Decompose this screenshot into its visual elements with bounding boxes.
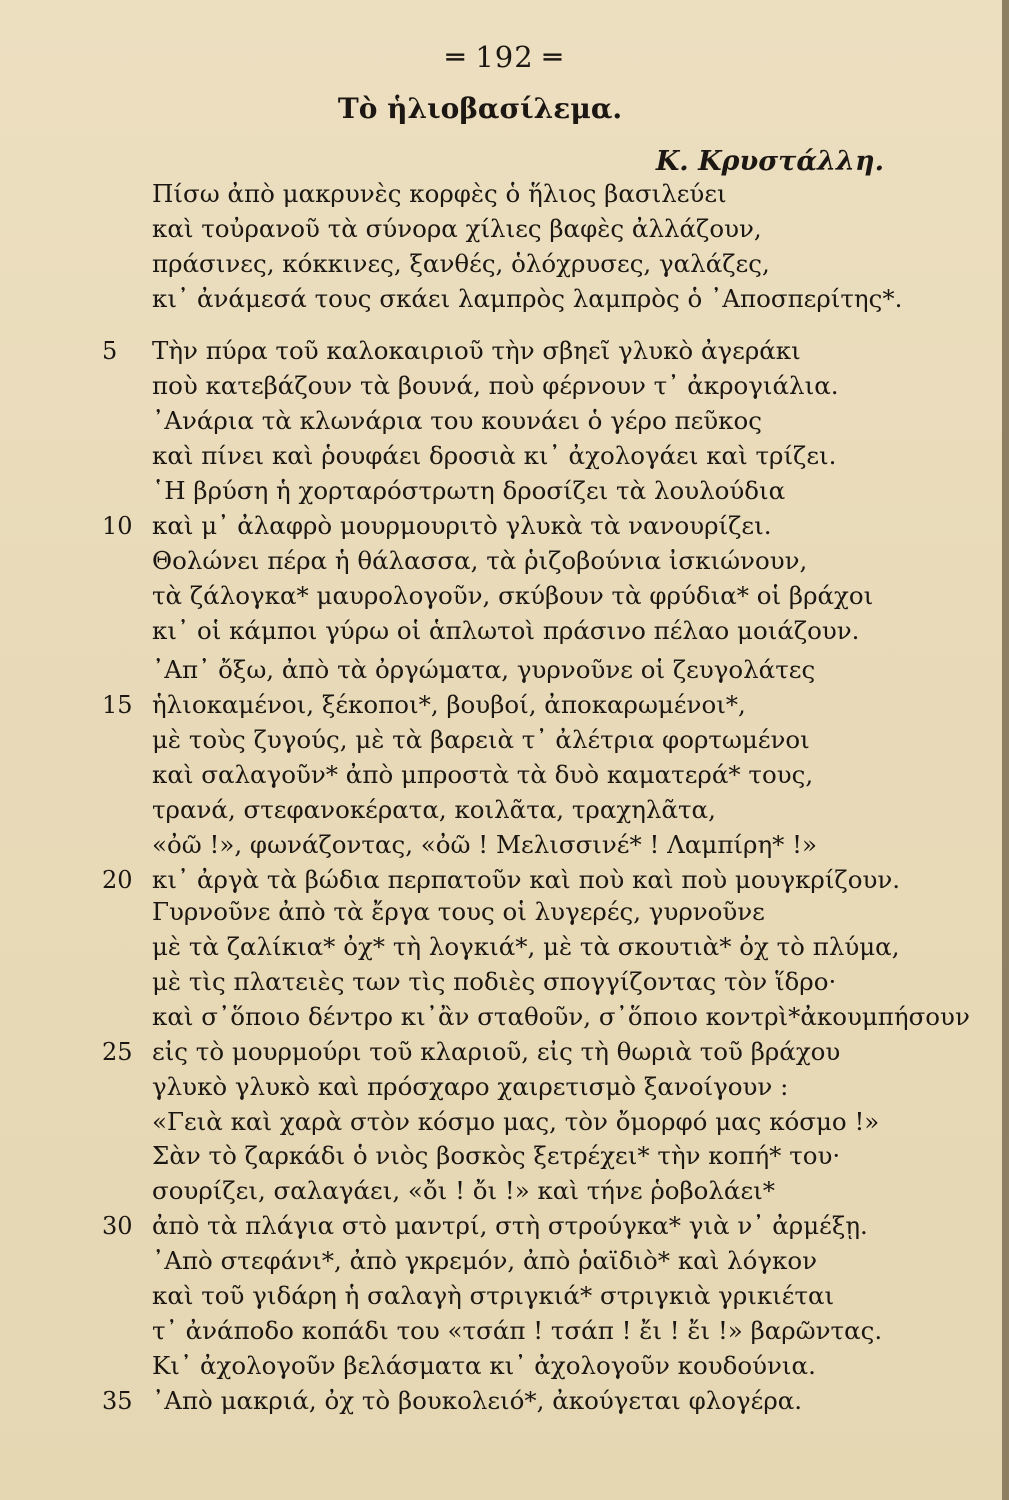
poem-line: ῾Η βρύση ἡ χορταρόστρωτη δροσίζει τὰ λουλούδια: [152, 476, 786, 505]
poem-line: καὶ μ᾽ ἀλαφρὸ μουρμουριτὸ γλυκὰ τὰ νανουρίζει.: [152, 511, 772, 540]
poem-line: καὶ τοὐρανοῦ τὰ σύνορα χίλιες βαφὲς ἀλλάζουν,: [152, 214, 762, 243]
page-edge: [1002, 0, 1009, 1500]
poem-line: ἀπὸ τὰ πλάγια στὸ μαντρί, στὴ στρούγκα* γιὰ ν᾽ ἀρμέξῃ.: [152, 1211, 868, 1240]
poem-line: Πίσω ἀπὸ μακρυνὲς κορφὲς ὁ ἥλιος βασιλεύει: [152, 179, 727, 208]
poem-line: τὰ ζάλογκα* μαυρολογοῦν, σκύβουν τὰ φρύδια* οἱ βράχοι: [152, 581, 874, 610]
line-number: 30: [102, 1212, 133, 1240]
poem-title: Τὸ ἡλιοβασίλεμα.: [337, 92, 623, 125]
poem-line: σουρίζει, σαλαγάει, «ὄι ! ὄι !» καὶ τήνε ῥοβολάει*: [152, 1176, 776, 1205]
line-number: 25: [102, 1038, 133, 1066]
poem-line: τρανά, στεφανοκέρατα, κοιλᾶτα, τραχηλᾶτα,: [152, 795, 716, 824]
poem-line: «Γειὰ καὶ χαρὰ στὸν κόσμο μας, τὸν ὄμορφό μας κόσμο !»: [152, 1107, 880, 1136]
poem-line: Τὴν πύρα τοῦ καλοκαιριοῦ τὴν σβηεῖ γλυκὸ ἀγεράκι: [152, 336, 801, 365]
poem-line: γλυκὸ γλυκὸ καὶ πρόσχαρο χαιρετισμὸ ξανοίγουν :: [152, 1072, 789, 1101]
poem-line: πράσινες, κόκκινες, ξανθές, ὁλόχρυσες, γαλάζες,: [152, 249, 770, 278]
line-number: 10: [102, 512, 133, 540]
poem-line: Σὰν τὸ ζαρκάδι ὁ νιὸς βοσκὸς ξετρέχει* τὴν κοπή* του·: [152, 1141, 841, 1170]
poem-line: «ὀῶ !», φωνάζοντας, «ὀῶ ! Μελισσινέ* ! Λαμπίρη* !»: [152, 830, 817, 859]
line-number: 35: [102, 1387, 133, 1415]
poem-line: ἡλιοκαμένοι, ξέκοποι*, βουβοί, ἀποκαρωμένοι*,: [152, 690, 746, 719]
poem-line: Γυρνοῦνε ἀπὸ τὰ ἔργα τους οἱ λυγερές, γυρνοῦνε: [152, 897, 765, 926]
page-number: ═ 192 ═: [446, 40, 563, 74]
poem-line: ᾽Ανάρια τὰ κλωνάρια του κουνάει ὁ γέρο πεῦκος: [152, 406, 762, 435]
poem-line: ᾽Απ᾽ ὄξω, ἀπὸ τὰ ὀργώματα, γυρνοῦνε οἱ ζευγολάτες: [152, 655, 816, 684]
poem-line: Θολώνει πέρα ἡ θάλασσα, τὰ ῥιζοβούνια ἰσκιώνουν,: [152, 546, 808, 575]
poem-line: καὶ τοῦ γιδάρη ἡ σαλαγὴ στριγκιά* στριγκιὰ γρικιέται: [152, 1281, 835, 1310]
poem-line: εἰς τὸ μουρμούρι τοῦ κλαριοῦ, εἰς τὴ θωριὰ τοῦ βράχου: [152, 1037, 841, 1066]
line-number: 20: [102, 866, 133, 894]
line-number: 5: [102, 337, 118, 365]
poem-line: κι᾽ οἱ κάμποι γύρω οἱ ἁπλωτοὶ πράσινο πέλαο μοιάζουν.: [152, 616, 860, 645]
poem-line: καὶ πίνει καὶ ῥουφάει δροσιὰ κι᾽ ἀχολογάει καὶ τρίζει.: [152, 441, 837, 470]
poem-line: ᾽Απὸ μακριά, ὀχ τὸ βουκολειό*, ἀκούγεται φλογέρα.: [152, 1386, 803, 1415]
poem-line: ᾽Απὸ στεφάνι*, ἀπὸ γκρεμόν, ἀπὸ ῥαϊδιὸ* καὶ λόγκον: [152, 1246, 817, 1275]
poem-line: κι᾽ ἀργὰ τὰ βώδια περπατοῦν καὶ ποὺ καὶ ποὺ μουγκρίζουν.: [152, 865, 901, 894]
poem-line: Κι᾽ ἀχολογοῦν βελάσματα κι᾽ ἀχολογοῦν κουδούνια.: [152, 1351, 816, 1380]
poem-author: Κ. Κρυστάλλη.: [655, 146, 884, 177]
poem-line: μὲ τοὺς ζυγούς, μὲ τὰ βαρειὰ τ᾽ ἀλέτρια φορτωμένοι: [152, 725, 810, 754]
poem-line: ποὺ κατεβάζουν τὰ βουνά, ποὺ φέρνουν τ᾽ ἀκρογιάλια.: [152, 371, 839, 400]
poem-line: καὶ σαλαγοῦν* ἀπὸ μπροστὰ τὰ δυὸ καματερά* τους,: [152, 760, 814, 789]
poem-line: τ᾽ ἀνάποδο κοπάδι του «τσάπ ! τσάπ ! ἔι ! ἔι !» βαρῶντας.: [152, 1316, 883, 1345]
line-number: 15: [102, 691, 133, 719]
poem-line: μὲ τὶς πλατειὲς των τὶς ποδιὲς σπογγίζοντας τὸν ἵδρο·: [152, 967, 837, 996]
poem-line: μὲ τὰ ζαλίκια* ὀχ* τὴ λογκιά*, μὲ τὰ σκουτιὰ* ὀχ τὸ πλύμα,: [152, 932, 900, 961]
poem-line: κι᾽ ἀνάμεσά τους σκάει λαμπρὸς λαμπρὸς ὁ ᾽Αποσπερίτης*.: [152, 284, 903, 313]
poem-line: καὶ σ᾽ὅποιο δέντρο κι᾽ἂν σταθοῦν, σ᾽ὅποιο κοντρὶ*ἀκουμπήσουν: [152, 1002, 970, 1031]
